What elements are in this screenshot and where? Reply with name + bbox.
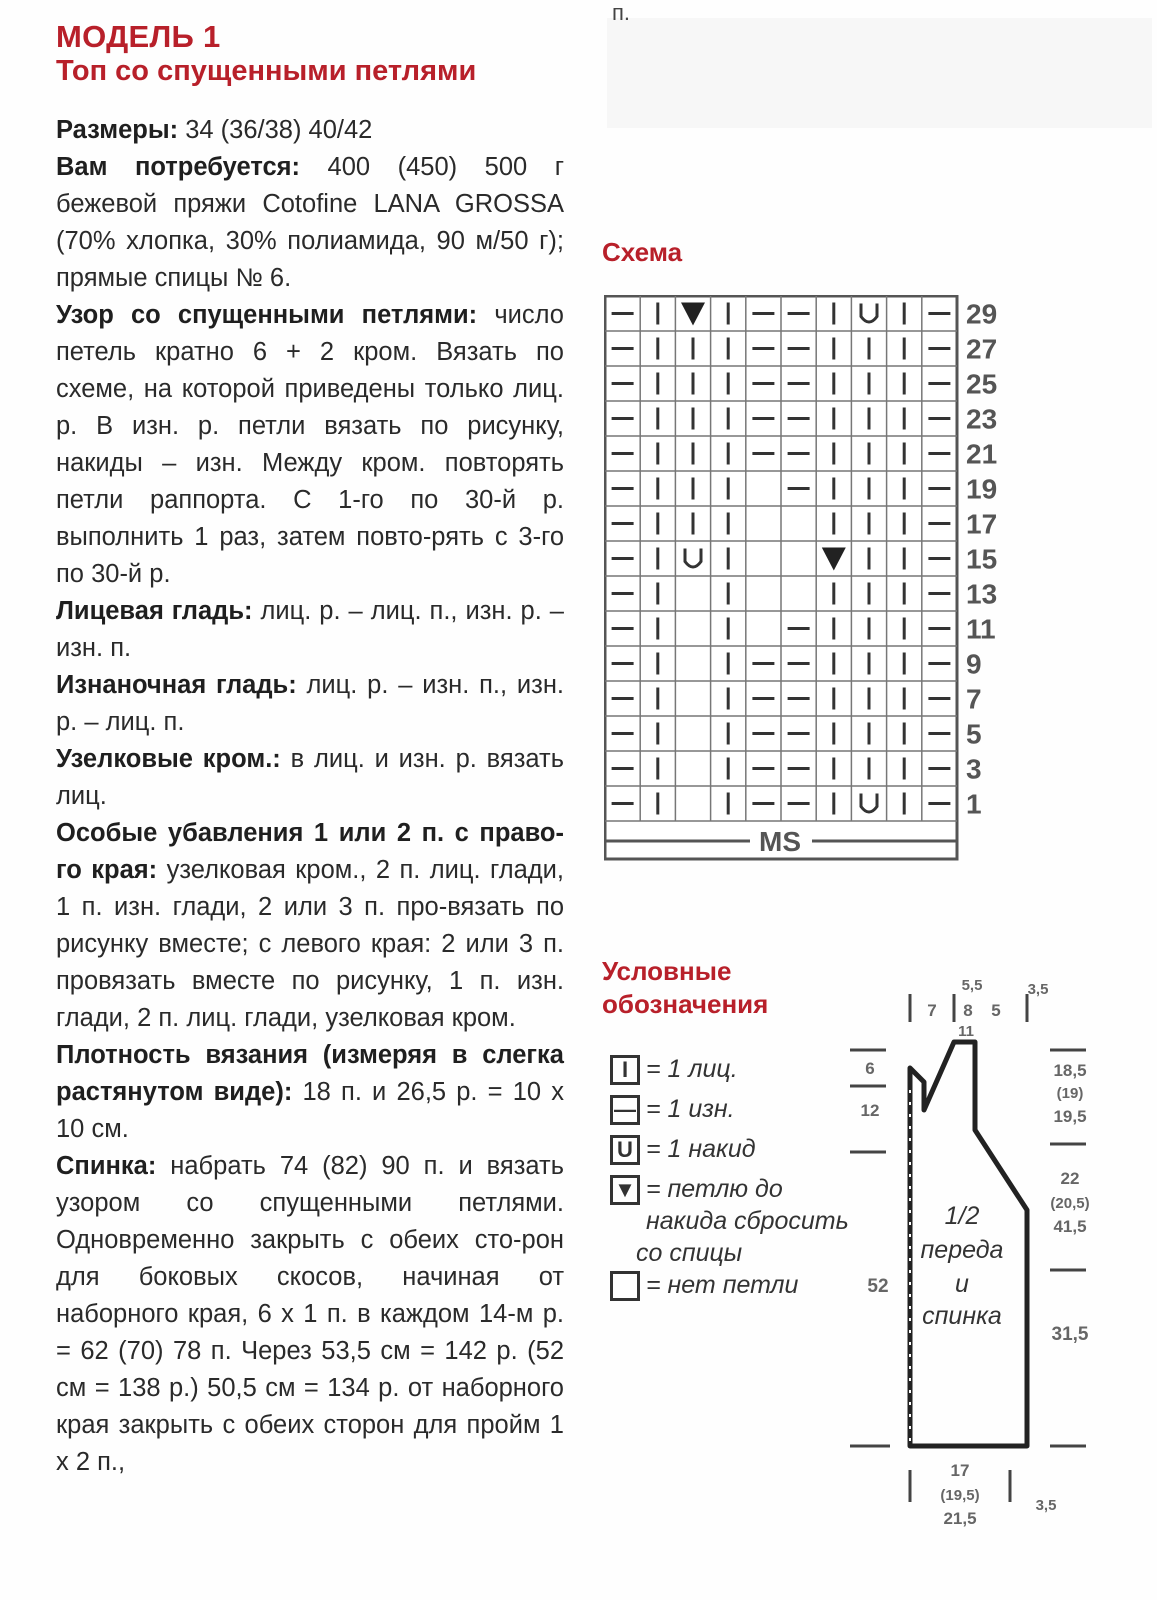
legend-title-line2: обозначения [602,989,769,1019]
row-number: 19 [966,473,998,505]
height-label: 41,5 [1053,1217,1087,1236]
paragraph [56,149,564,297]
paragraph-text: 18 п. и 26,5 р. = 10 х 10 см. [56,1078,564,1143]
chart-title: Схема [602,237,683,267]
height-label: 19,5 [1053,1107,1087,1126]
legend-text: = петлю до [646,1175,783,1203]
row-number: 15 [966,543,998,575]
center-label: спинка [922,1302,1002,1330]
paragraph-text: лиц. р. – изн. п., изн. р. – лиц. п. [56,671,564,736]
garment-schematic [850,970,1090,1540]
paragraph-text: в лиц. и изн. р. вязать лиц. [56,745,564,810]
paragraph [56,1148,564,1481]
height-label: (19) [1056,1085,1084,1102]
legend-text: со спицы [636,1239,743,1267]
paragraph [56,741,564,815]
paragraph-label: Плотность вязания (измеряя в слегка растянутом виде): [56,1041,564,1106]
legend-title-line1: Условные [602,956,732,986]
paragraph-label: Особые убавления 1 или 2 п. с право-го края: [56,819,564,884]
paragraph [56,815,564,1037]
height-label: 6 [865,1059,875,1078]
height-label: 52 [867,1276,889,1297]
width-label: (19,5) [940,1487,980,1504]
row-number: 17 [966,508,998,540]
height-label: (20,5) [1050,1195,1090,1212]
height-label: 12 [860,1101,880,1120]
top-right-panel [607,18,1152,128]
legend-symbol: ▼ [610,1175,640,1205]
model-title: МОДЕЛЬ 1 [56,19,221,54]
paragraph-text: узелковая кром., 2 п. лиц. глади, 1 п. изн. глади, 2 или 3 п. про-вязать по рисунку вместе; с левого края: 2 или 3 п. провязать вместе по рисунку, 1 п. изн. глади, 2 п. лиц. глади, узелковая кром. [56,856,564,1032]
repeat-label: MS [759,826,801,857]
paragraph-label: Размеры: [56,116,179,144]
legend-text: = 1 накид [646,1135,756,1163]
row-number: 5 [966,718,982,750]
row-number: 3 [966,753,982,785]
neck-width-label: 8 [963,1001,973,1020]
row-number: 23 [966,403,998,435]
legend-text: = нет петли [646,1271,799,1299]
row-number: 9 [966,648,982,680]
top-snippet-text: п. [612,0,631,25]
height-label: 22 [1060,1169,1080,1188]
legend-text: = 1 лиц. [646,1055,738,1083]
neck-width-label: 5 [991,1001,1001,1020]
shoulder-width-label: 7 [927,1001,937,1020]
row-number: 27 [966,333,998,365]
center-label: переда [920,1236,1004,1264]
row-number: 11 [966,613,996,645]
row-number: 7 [966,683,982,715]
stitch-chart [604,295,1004,875]
width-label: 17 [950,1461,970,1480]
neck-width-label: 5,5 [961,977,983,994]
article-text-column [56,20,564,1481]
paragraph-label: Узор со спущенными петлями: [56,301,478,329]
legend-text: накида сбросить [646,1207,849,1235]
paragraph [56,1037,564,1148]
paragraph [56,593,564,667]
paragraph [56,112,564,149]
legend-symbol: I [610,1055,640,1085]
model-subtitle: Топ со спущенными петлями [56,55,477,87]
width-label: 21,5 [943,1509,977,1528]
row-number: 21 [966,438,998,470]
legend-symbol [610,1271,640,1301]
paragraph-label: Лицевая гладь: [56,597,253,625]
paragraph [56,297,564,593]
paragraph-list [56,112,564,1481]
center-label: 1/2 [944,1202,980,1230]
row-number: 29 [966,298,998,330]
row-number: 1 [966,788,982,820]
neck-width-label: 11 [958,1023,974,1040]
paragraph-label: Спинка: [56,1152,157,1180]
paragraph-text: лиц. р. – лиц. п., изн. р. – изн. п. [56,597,564,662]
paragraph-text: число петель кратно 6 + 2 кром. Вязать по схеме, на которой приведены только лиц. р. В изн. р. петли вязать по рисунку, накиды – изн. Между кром. повторять петли раппорта. С 1-го по 30-й р. выполнить 1 раз, затем повто-рять с 3-го по 30-й р. [56,301,564,588]
paragraph-text: 34 (36/38) 40/42 [178,116,373,144]
legend-text: = 1 изн. [646,1095,735,1123]
paragraph-label: Вам потребуется: [56,153,301,181]
height-label: 18,5 [1053,1061,1087,1080]
paragraph-text: 400 (450) 500 г бежевой пряжи Cotofine LANA GROSSA (70% хлопка, 30% полиамида, 90 м/50 г); прямые спицы № 6. [56,153,564,292]
center-label: и [955,1270,969,1298]
legend-symbol: — [610,1095,640,1125]
height-label: 31,5 [1051,1324,1089,1345]
paragraph [56,667,564,741]
row-number: 25 [966,368,998,400]
paragraph-label: Изнаночная гладь: [56,671,297,699]
legend-symbol: U [610,1135,640,1165]
neck-width-label: 3,5 [1027,981,1049,998]
paragraph-label: Узелковые кром.: [56,745,281,773]
width-label: 3,5 [1035,1497,1057,1514]
paragraph-text: набрать 74 (82) 90 п. и вязать узором со спущенными петлями. Одновременно закрыть с обеих сто-рон для боковых скосов, начиная от наборного края, 6 х 1 п. в каждом 14-м р. = 62 (70) 78 п. Через 53,5 см = 142 р. (52 см = 138 р.) 50,5 см = 134 р. от наборного края закрыть с обеих сторон для пройм 1 х 2 п., [56,1152,564,1476]
row-number: 13 [966,578,998,610]
